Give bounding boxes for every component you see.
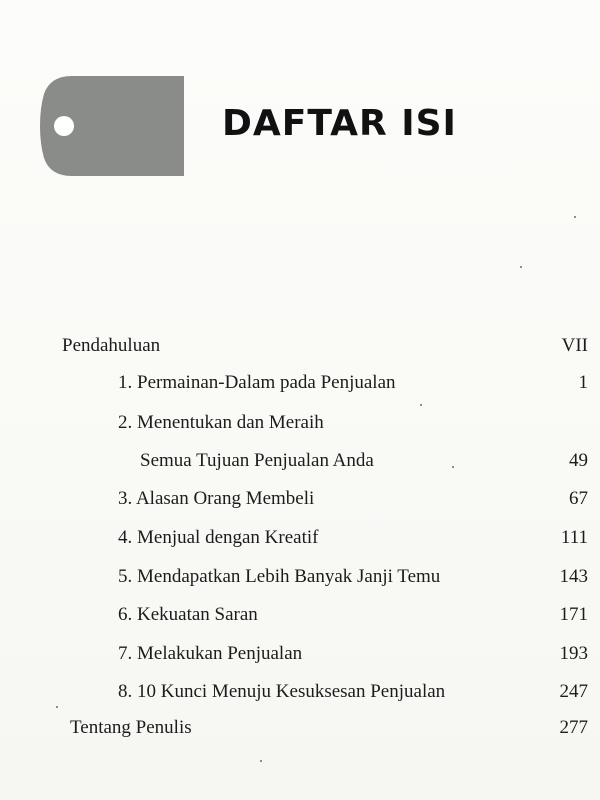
toc-page-chapter-8: 247 — [559, 681, 588, 702]
paper-speck — [574, 216, 576, 218]
toc-entry-chapter-2-continued: Semua Tujuan Penjualan Anda — [140, 450, 374, 471]
toc-page-chapter-1: 1 — [578, 372, 588, 393]
toc-entry-intro: Pendahuluan — [62, 335, 161, 356]
toc-page-outro: 277 — [559, 717, 588, 738]
toc-entry-chapter-7: 7. Melakukan Penjualan — [118, 643, 303, 664]
toc-entry-chapter-8: 8. 10 Kunci Menuju Kesuksesan Penjualan — [118, 681, 446, 702]
toc-page-chapter-3: 67 — [569, 488, 588, 509]
paper-speck — [56, 706, 58, 708]
toc-entry-chapter-6: 6. Kekuatan Saran — [118, 604, 258, 625]
paper-speck — [452, 466, 454, 468]
toc-page-chapter-5: 143 — [559, 566, 588, 587]
paper-speck — [520, 266, 522, 268]
toc-page-intro: VII — [561, 335, 588, 356]
toc-page-chapter-2: 49 — [569, 450, 588, 471]
toc-page-chapter-7: 193 — [559, 643, 588, 664]
toc-entry-chapter-1: 1. Permainan-Dalam pada Penjualan — [118, 372, 396, 393]
toc-entry-chapter-5: 5. Mendapatkan Lebih Banyak Janji Temu — [118, 566, 441, 587]
page-title: DAFTAR ISI — [222, 103, 457, 144]
toc-entry-chapter-2: 2. Menentukan dan Meraih — [118, 412, 324, 433]
paper-speck — [420, 404, 422, 406]
toc-entry-chapter-4: 4. Menjual dengan Kreatif — [118, 527, 319, 548]
toc-entry-chapter-3: 3. Alasan Orang Membeli — [118, 488, 315, 509]
toc-page-chapter-4: 111 — [560, 527, 588, 548]
toc-page-chapter-6: 171 — [559, 604, 588, 625]
toc-entry-outro: Tentang Penulis — [70, 717, 192, 738]
paper-speck — [260, 760, 262, 762]
